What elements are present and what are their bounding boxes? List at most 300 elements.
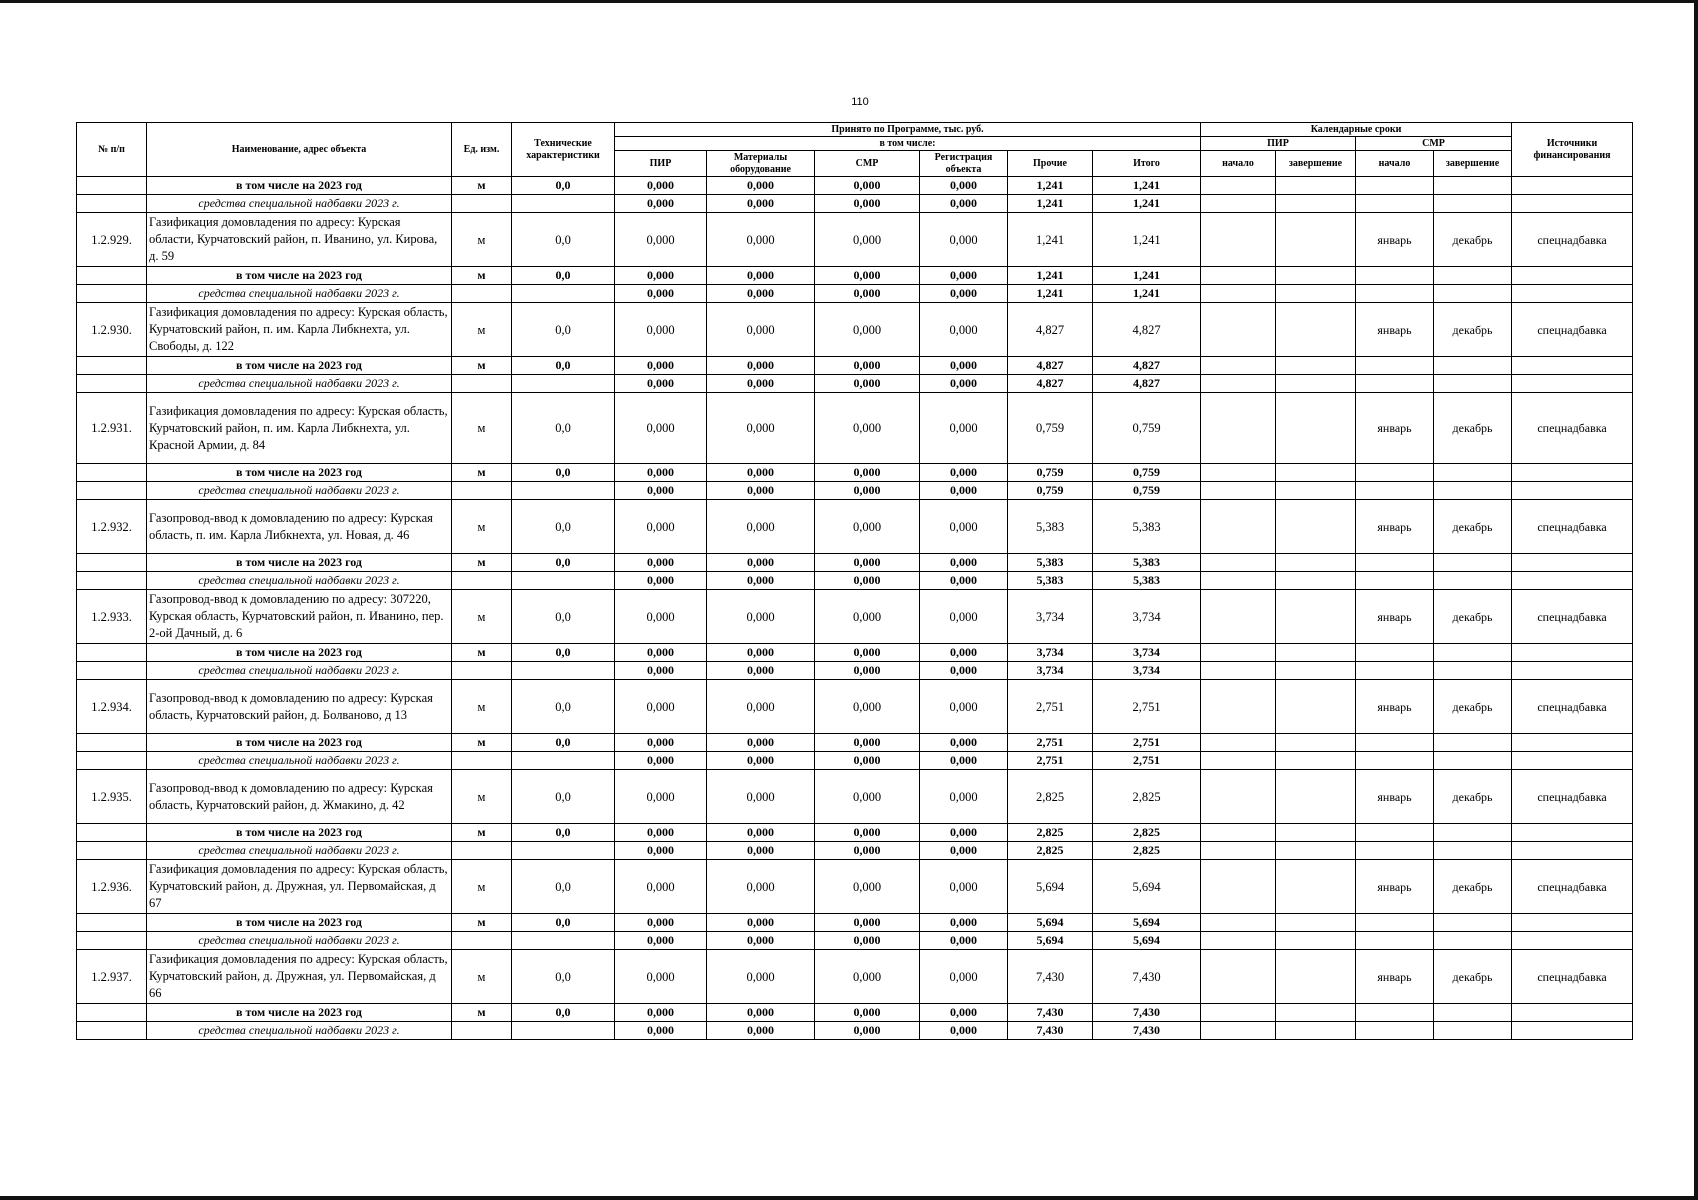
- cell-pir-start: [1201, 285, 1276, 303]
- cell-smr-end: [1434, 285, 1512, 303]
- cell-tech: 0,0: [512, 500, 615, 554]
- cell-total: 0,759: [1093, 482, 1201, 500]
- cell-smr: 0,000: [815, 393, 920, 464]
- cell-other: 4,827: [1008, 375, 1093, 393]
- cell-smr: 0,000: [815, 734, 920, 752]
- table-row-object: [77, 680, 1633, 734]
- col-header-pir: ПИР: [615, 151, 707, 177]
- cell-other: 5,694: [1008, 932, 1093, 950]
- table-row-object: [77, 303, 1633, 357]
- cell-pir-start: [1201, 393, 1276, 464]
- cell-pir-end: [1276, 662, 1356, 680]
- cell-registration: 0,000: [920, 285, 1008, 303]
- cell-pir-end: [1276, 554, 1356, 572]
- col-header-num: № п/п: [77, 123, 147, 177]
- cell-source: [1512, 285, 1633, 303]
- cell-smr: 0,000: [815, 644, 920, 662]
- cell-pir: 0,000: [615, 464, 707, 482]
- cell-smr: 0,000: [815, 770, 920, 824]
- cell-smr-start: январь: [1356, 770, 1434, 824]
- cell-smr: 0,000: [815, 824, 920, 842]
- table-row-year: [77, 644, 1633, 662]
- cell-num: [77, 644, 147, 662]
- cell-pir-start: [1201, 177, 1276, 195]
- cell-total: 2,751: [1093, 752, 1201, 770]
- cell-registration: 0,000: [920, 375, 1008, 393]
- cell-source: спецнадбавка: [1512, 590, 1633, 644]
- cell-unit: [452, 752, 512, 770]
- cell-registration: 0,000: [920, 482, 1008, 500]
- cell-pir-start: [1201, 303, 1276, 357]
- cell-registration: 0,000: [920, 393, 1008, 464]
- cell-tech: 0,0: [512, 1004, 615, 1022]
- cell-pir-end: [1276, 500, 1356, 554]
- cell-registration: 0,000: [920, 195, 1008, 213]
- cell-total: 7,430: [1093, 1004, 1201, 1022]
- cell-smr: 0,000: [815, 590, 920, 644]
- cell-unit: м: [452, 554, 512, 572]
- col-header-smr-end: завершение: [1434, 151, 1512, 177]
- cell-smr: 0,000: [815, 752, 920, 770]
- cell-smr: 0,000: [815, 285, 920, 303]
- cell-num: 1.2.933.: [77, 590, 147, 644]
- cell-source: [1512, 572, 1633, 590]
- cell-smr: 0,000: [815, 860, 920, 914]
- cell-other: 3,734: [1008, 644, 1093, 662]
- cell-num: [77, 285, 147, 303]
- cell-unit: м: [452, 464, 512, 482]
- cell-smr-end: декабрь: [1434, 393, 1512, 464]
- cell-materials: 0,000: [707, 177, 815, 195]
- cell-pir-start: [1201, 932, 1276, 950]
- cell-other: 7,430: [1008, 1022, 1093, 1040]
- cell-num: [77, 734, 147, 752]
- scan-border-top: [0, 0, 1698, 3]
- col-header-smr: СМР: [815, 151, 920, 177]
- cell-name: Газификация домовладения по адресу: Курская область, Курчатовский район, п. им. Карла Либкнехта, ул. Свободы, д. 122: [147, 303, 452, 357]
- cell-num: [77, 195, 147, 213]
- cell-pir-end: [1276, 914, 1356, 932]
- cell-num: [77, 375, 147, 393]
- cell-pir: 0,000: [615, 914, 707, 932]
- cell-unit: м: [452, 590, 512, 644]
- cell-name: Газопровод-ввод к домовладению по адресу: Курская область, Курчатовский район, д. Жмакино, д. 42: [147, 770, 452, 824]
- cell-name: в том числе на 2023 год: [147, 1004, 452, 1022]
- cell-materials: 0,000: [707, 590, 815, 644]
- cell-pir: 0,000: [615, 770, 707, 824]
- cell-materials: 0,000: [707, 285, 815, 303]
- cell-other: 2,825: [1008, 824, 1093, 842]
- cell-unit: м: [452, 950, 512, 1004]
- cell-pir-start: [1201, 680, 1276, 734]
- cell-unit: м: [452, 734, 512, 752]
- cell-other: 1,241: [1008, 285, 1093, 303]
- cell-name: средства специальной надбавки 2023 г.: [147, 1022, 452, 1040]
- cell-name: средства специальной надбавки 2023 г.: [147, 572, 452, 590]
- cell-smr-end: [1434, 357, 1512, 375]
- cell-other: 4,827: [1008, 357, 1093, 375]
- cell-tech: 0,0: [512, 267, 615, 285]
- cell-smr: 0,000: [815, 195, 920, 213]
- cell-tech: 0,0: [512, 734, 615, 752]
- cell-source: [1512, 842, 1633, 860]
- cell-name: средства специальной надбавки 2023 г.: [147, 195, 452, 213]
- cell-total: 2,751: [1093, 734, 1201, 752]
- cell-source: [1512, 195, 1633, 213]
- cell-total: 4,827: [1093, 375, 1201, 393]
- cell-num: 1.2.931.: [77, 393, 147, 464]
- cell-pir-start: [1201, 1004, 1276, 1022]
- cell-num: [77, 482, 147, 500]
- col-header-other: Прочие: [1008, 151, 1093, 177]
- cell-tech: 0,0: [512, 177, 615, 195]
- cell-tech: 0,0: [512, 824, 615, 842]
- cell-name: средства специальной надбавки 2023 г.: [147, 662, 452, 680]
- cell-other: 7,430: [1008, 950, 1093, 1004]
- cell-pir: 0,000: [615, 195, 707, 213]
- cell-smr-start: [1356, 285, 1434, 303]
- cell-pir: 0,000: [615, 644, 707, 662]
- cell-source: [1512, 482, 1633, 500]
- table-row-year: [77, 554, 1633, 572]
- cell-pir: 0,000: [615, 554, 707, 572]
- cell-smr-start: январь: [1356, 393, 1434, 464]
- cell-pir-end: [1276, 357, 1356, 375]
- cell-pir: 0,000: [615, 1022, 707, 1040]
- cell-pir: 0,000: [615, 842, 707, 860]
- cell-smr: 0,000: [815, 213, 920, 267]
- cell-other: 5,383: [1008, 554, 1093, 572]
- cell-tech: 0,0: [512, 213, 615, 267]
- cell-pir: 0,000: [615, 177, 707, 195]
- cell-smr: 0,000: [815, 572, 920, 590]
- cell-tech: 0,0: [512, 393, 615, 464]
- cell-materials: 0,000: [707, 644, 815, 662]
- cell-smr-end: [1434, 267, 1512, 285]
- cell-name: Газификация домовладения по адресу: Курская область, Курчатовский район, п. им. Карла Либкнехта, ул. Красной Армии, д. 84: [147, 393, 452, 464]
- cell-smr-end: декабрь: [1434, 590, 1512, 644]
- cell-unit: [452, 285, 512, 303]
- cell-source: спецнадбавка: [1512, 213, 1633, 267]
- cell-pir-end: [1276, 734, 1356, 752]
- cell-unit: [452, 932, 512, 950]
- cell-smr-start: [1356, 662, 1434, 680]
- cell-smr-start: [1356, 554, 1434, 572]
- cell-num: 1.2.937.: [77, 950, 147, 1004]
- cell-num: [77, 177, 147, 195]
- cell-smr-start: [1356, 932, 1434, 950]
- cell-tech: 0,0: [512, 914, 615, 932]
- cell-pir: 0,000: [615, 375, 707, 393]
- cell-materials: 0,000: [707, 213, 815, 267]
- table-row-funding: [77, 1022, 1633, 1040]
- cell-other: 1,241: [1008, 177, 1093, 195]
- cell-smr: 0,000: [815, 662, 920, 680]
- cell-smr: 0,000: [815, 842, 920, 860]
- cell-num: [77, 572, 147, 590]
- table-body: [77, 177, 1633, 1040]
- cell-materials: 0,000: [707, 464, 815, 482]
- cell-source: [1512, 734, 1633, 752]
- cell-smr-end: [1434, 464, 1512, 482]
- cell-unit: м: [452, 644, 512, 662]
- cell-unit: м: [452, 680, 512, 734]
- cell-registration: 0,000: [920, 842, 1008, 860]
- cell-smr-start: [1356, 572, 1434, 590]
- cell-source: спецнадбавка: [1512, 950, 1633, 1004]
- cell-pir-end: [1276, 770, 1356, 824]
- cell-pir-end: [1276, 860, 1356, 914]
- table-row-year: [77, 357, 1633, 375]
- table-row-object: [77, 950, 1633, 1004]
- cell-materials: 0,000: [707, 680, 815, 734]
- cell-materials: 0,000: [707, 950, 815, 1004]
- page-number: 110: [851, 96, 869, 108]
- col-header-materials: Материалы оборудование: [707, 151, 815, 177]
- cell-pir-start: [1201, 644, 1276, 662]
- cell-smr-end: [1434, 662, 1512, 680]
- cell-registration: 0,000: [920, 1022, 1008, 1040]
- cell-name: в том числе на 2023 год: [147, 554, 452, 572]
- cell-total: 5,383: [1093, 554, 1201, 572]
- cell-pir-start: [1201, 842, 1276, 860]
- cell-other: 4,827: [1008, 303, 1093, 357]
- cell-other: 2,751: [1008, 680, 1093, 734]
- cell-total: 1,241: [1093, 285, 1201, 303]
- cell-num: [77, 662, 147, 680]
- cell-tech: [512, 482, 615, 500]
- cell-registration: 0,000: [920, 554, 1008, 572]
- cell-smr: 0,000: [815, 375, 920, 393]
- cell-unit: м: [452, 303, 512, 357]
- cell-tech: [512, 662, 615, 680]
- cell-name: Газификация домовладения по адресу: Курская область, Курчатовский район, д. Дружная, ул. Первомайская, д 66: [147, 950, 452, 1004]
- cell-tech: [512, 195, 615, 213]
- cell-source: [1512, 357, 1633, 375]
- cell-name: в том числе на 2023 год: [147, 177, 452, 195]
- cell-materials: 0,000: [707, 357, 815, 375]
- cell-pir-end: [1276, 303, 1356, 357]
- cell-smr-start: [1356, 267, 1434, 285]
- cell-smr-start: [1356, 914, 1434, 932]
- cell-smr-end: [1434, 177, 1512, 195]
- cell-smr-start: январь: [1356, 950, 1434, 1004]
- cell-smr-end: [1434, 842, 1512, 860]
- cell-other: 1,241: [1008, 267, 1093, 285]
- cell-pir-end: [1276, 932, 1356, 950]
- cell-smr-end: [1434, 824, 1512, 842]
- cell-total: 4,827: [1093, 303, 1201, 357]
- cell-other: 5,694: [1008, 914, 1093, 932]
- cell-smr-start: январь: [1356, 500, 1434, 554]
- cell-num: 1.2.929.: [77, 213, 147, 267]
- cell-pir-start: [1201, 590, 1276, 644]
- col-header-total: Итого: [1093, 151, 1201, 177]
- cell-source: спецнадбавка: [1512, 770, 1633, 824]
- table-row-object: [77, 213, 1633, 267]
- program-table: [76, 122, 1633, 1040]
- cell-total: 5,383: [1093, 572, 1201, 590]
- col-header-cal-smr: СМР: [1356, 137, 1512, 151]
- cell-source: [1512, 177, 1633, 195]
- cell-num: 1.2.934.: [77, 680, 147, 734]
- scan-border-bottom: [0, 1196, 1698, 1200]
- cell-num: [77, 932, 147, 950]
- cell-unit: [452, 375, 512, 393]
- cell-tech: [512, 1022, 615, 1040]
- cell-pir-end: [1276, 195, 1356, 213]
- cell-smr-start: январь: [1356, 860, 1434, 914]
- cell-num: 1.2.936.: [77, 860, 147, 914]
- cell-smr: 0,000: [815, 914, 920, 932]
- cell-materials: 0,000: [707, 860, 815, 914]
- cell-registration: 0,000: [920, 1004, 1008, 1022]
- cell-num: [77, 752, 147, 770]
- cell-name: в том числе на 2023 год: [147, 734, 452, 752]
- cell-num: [77, 914, 147, 932]
- cell-total: 0,759: [1093, 393, 1201, 464]
- cell-pir-end: [1276, 842, 1356, 860]
- cell-materials: 0,000: [707, 303, 815, 357]
- cell-smr-end: декабрь: [1434, 680, 1512, 734]
- cell-name: в том числе на 2023 год: [147, 914, 452, 932]
- table-row-object: [77, 770, 1633, 824]
- cell-smr: 0,000: [815, 500, 920, 554]
- cell-smr-end: декабрь: [1434, 770, 1512, 824]
- cell-pir-start: [1201, 860, 1276, 914]
- cell-pir: 0,000: [615, 267, 707, 285]
- cell-pir-end: [1276, 482, 1356, 500]
- cell-smr-end: [1434, 482, 1512, 500]
- cell-name: средства специальной надбавки 2023 г.: [147, 375, 452, 393]
- col-header-tech: Технические характеристики: [512, 123, 615, 177]
- cell-pir-start: [1201, 734, 1276, 752]
- cell-unit: [452, 572, 512, 590]
- cell-pir: 0,000: [615, 590, 707, 644]
- cell-other: 2,751: [1008, 752, 1093, 770]
- cell-total: 7,430: [1093, 950, 1201, 1004]
- cell-smr-end: декабрь: [1434, 860, 1512, 914]
- cell-num: [77, 824, 147, 842]
- cell-other: 5,383: [1008, 572, 1093, 590]
- cell-total: 3,734: [1093, 590, 1201, 644]
- cell-registration: 0,000: [920, 860, 1008, 914]
- cell-pir-start: [1201, 770, 1276, 824]
- cell-smr-end: [1434, 932, 1512, 950]
- cell-num: [77, 842, 147, 860]
- cell-num: [77, 1004, 147, 1022]
- cell-registration: 0,000: [920, 213, 1008, 267]
- cell-pir: 0,000: [615, 572, 707, 590]
- cell-source: [1512, 644, 1633, 662]
- cell-total: 3,734: [1093, 662, 1201, 680]
- cell-pir-end: [1276, 572, 1356, 590]
- cell-pir: 0,000: [615, 393, 707, 464]
- cell-unit: м: [452, 177, 512, 195]
- cell-smr-end: декабрь: [1434, 213, 1512, 267]
- cell-registration: 0,000: [920, 932, 1008, 950]
- cell-total: 2,751: [1093, 680, 1201, 734]
- cell-tech: 0,0: [512, 357, 615, 375]
- table-row-year: [77, 824, 1633, 842]
- cell-pir-start: [1201, 914, 1276, 932]
- cell-materials: 0,000: [707, 554, 815, 572]
- cell-unit: м: [452, 393, 512, 464]
- cell-name: средства специальной надбавки 2023 г.: [147, 842, 452, 860]
- col-header-pir-start: начало: [1201, 151, 1276, 177]
- cell-source: [1512, 752, 1633, 770]
- cell-smr-end: [1434, 752, 1512, 770]
- table-row-funding: [77, 752, 1633, 770]
- cell-pir: 0,000: [615, 482, 707, 500]
- cell-smr-start: [1356, 464, 1434, 482]
- cell-registration: 0,000: [920, 177, 1008, 195]
- table-row-funding: [77, 662, 1633, 680]
- cell-num: [77, 357, 147, 375]
- table-row-funding: [77, 285, 1633, 303]
- cell-tech: 0,0: [512, 680, 615, 734]
- cell-smr-start: [1356, 482, 1434, 500]
- cell-smr-start: [1356, 195, 1434, 213]
- table-row-year: [77, 1004, 1633, 1022]
- table-row-funding: [77, 932, 1633, 950]
- cell-num: [77, 1022, 147, 1040]
- cell-pir: 0,000: [615, 303, 707, 357]
- cell-pir-start: [1201, 500, 1276, 554]
- cell-num: [77, 554, 147, 572]
- cell-materials: 0,000: [707, 375, 815, 393]
- cell-total: 1,241: [1093, 195, 1201, 213]
- cell-other: 3,734: [1008, 662, 1093, 680]
- cell-materials: 0,000: [707, 932, 815, 950]
- cell-smr-start: [1356, 357, 1434, 375]
- cell-other: 0,759: [1008, 482, 1093, 500]
- cell-materials: 0,000: [707, 267, 815, 285]
- cell-name: Газопровод-ввод к домовладению по адресу: Курская область, п. им. Карла Либкнехта, ул. Новая, д. 46: [147, 500, 452, 554]
- cell-smr: 0,000: [815, 1022, 920, 1040]
- cell-pir-start: [1201, 267, 1276, 285]
- cell-total: 2,825: [1093, 770, 1201, 824]
- cell-pir-end: [1276, 1022, 1356, 1040]
- cell-name: в том числе на 2023 год: [147, 824, 452, 842]
- cell-total: 1,241: [1093, 177, 1201, 195]
- cell-other: 5,694: [1008, 860, 1093, 914]
- cell-pir: 0,000: [615, 824, 707, 842]
- table-row-year: [77, 464, 1633, 482]
- cell-smr-start: январь: [1356, 303, 1434, 357]
- cell-other: 3,734: [1008, 590, 1093, 644]
- cell-pir-start: [1201, 357, 1276, 375]
- cell-other: 2,825: [1008, 842, 1093, 860]
- cell-pir-start: [1201, 1022, 1276, 1040]
- cell-other: 7,430: [1008, 1004, 1093, 1022]
- cell-pir-end: [1276, 464, 1356, 482]
- cell-smr-end: [1434, 375, 1512, 393]
- cell-pir-start: [1201, 752, 1276, 770]
- cell-smr: 0,000: [815, 680, 920, 734]
- cell-pir-end: [1276, 1004, 1356, 1022]
- cell-tech: 0,0: [512, 860, 615, 914]
- cell-smr: 0,000: [815, 950, 920, 1004]
- cell-pir-start: [1201, 554, 1276, 572]
- cell-tech: [512, 932, 615, 950]
- cell-tech: 0,0: [512, 303, 615, 357]
- cell-smr-end: декабрь: [1434, 303, 1512, 357]
- cell-unit: [452, 195, 512, 213]
- cell-unit: м: [452, 1004, 512, 1022]
- cell-pir-end: [1276, 590, 1356, 644]
- table-row-year: [77, 267, 1633, 285]
